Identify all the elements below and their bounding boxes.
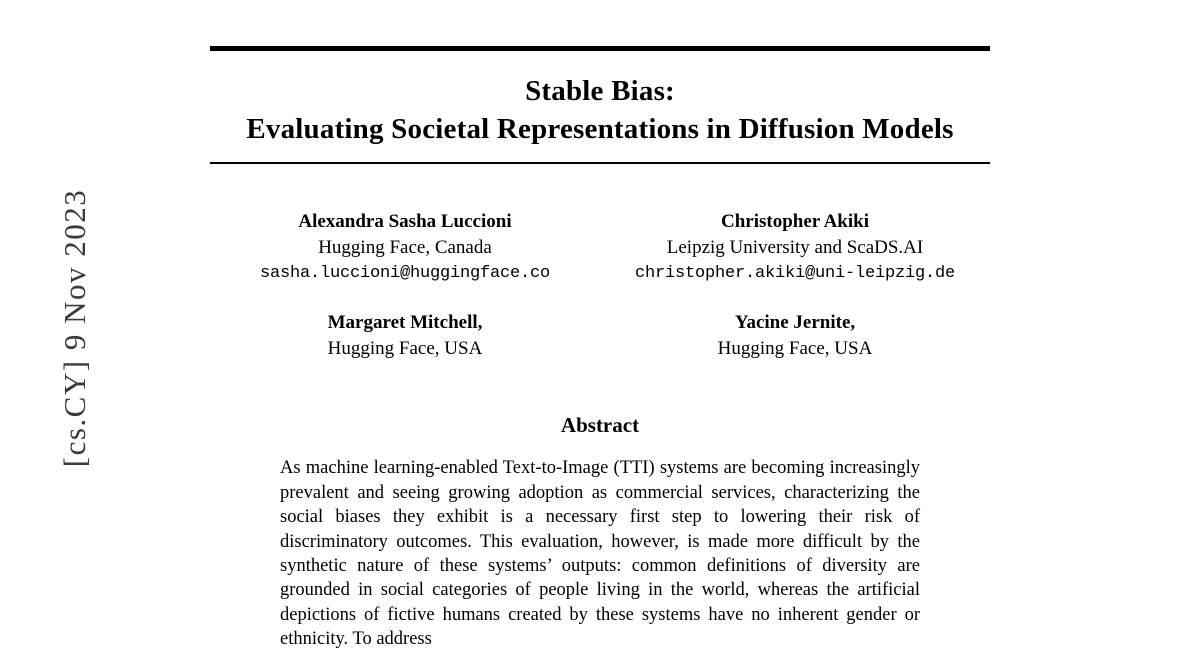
abstract-heading: Abstract <box>560 413 640 438</box>
author-entry <box>210 311 600 361</box>
author-block <box>210 210 990 361</box>
author-affiliation: Hugging Face, USA <box>717 337 873 359</box>
author-affiliation: Hugging Face, USA <box>327 337 483 359</box>
title-line-2: Evaluating Societal Representations in Diffusion Models <box>246 112 954 145</box>
title-line-1: Stable Bias: <box>525 75 675 107</box>
paper-page <box>210 0 990 648</box>
author-affiliation: Leipzig University and ScaDS.AI <box>666 237 924 259</box>
page-title <box>210 51 990 162</box>
author-entry <box>210 210 600 285</box>
author-row <box>210 311 990 361</box>
author-entry <box>600 311 990 361</box>
title-bottom-rule <box>210 162 990 164</box>
author-affiliation: Hugging Face, Canada <box>318 237 492 259</box>
author-email[interactable]: christopher.akiki@uni-leipzig.de <box>634 263 956 283</box>
author-name: Yacine Jernite, <box>734 311 856 333</box>
arxiv-stamp <box>0 0 110 648</box>
arxiv-stamp-text: [cs.CY] 9 Nov 2023 <box>57 188 92 468</box>
author-email[interactable]: sasha.luccioni@huggingface.co <box>259 263 551 283</box>
author-row <box>210 210 990 285</box>
author-name: Margaret Mitchell, <box>327 311 483 333</box>
author-entry <box>600 210 990 285</box>
abstract-text: As machine learning-enabled Text-to-Image (TTI) systems are becoming increasingly prevalent and seeing growing adoption as commercial services, characterizing the social biases they exhibit is a necessary first step to lowering their risk of discriminatory outcomes. This evaluation, however, is made more difficult by the synthetic nature of these systems’ outputs: common definitions of diversity are grounded in social categories of people living in the world, whereas the artificial depictions of fictive humans created by these systems have no inherent gender or ethnicity. To address <box>280 458 920 650</box>
author-name: Alexandra Sasha Luccioni <box>298 211 512 233</box>
author-name: Christopher Akiki <box>721 211 869 233</box>
